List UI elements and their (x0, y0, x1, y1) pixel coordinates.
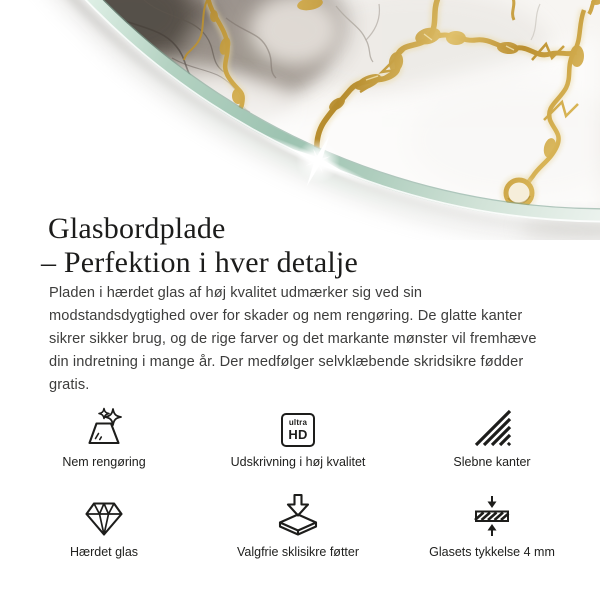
icon-box (281, 403, 315, 447)
icon-box (82, 403, 126, 447)
page-title (41, 212, 358, 280)
feature-tempered-glass (70, 493, 138, 559)
feature-label: Slebne kanter (453, 455, 531, 469)
polished-edges-icon (472, 407, 512, 447)
non-slip-feet-icon (274, 493, 322, 537)
icon-box (472, 403, 512, 447)
page-title-line1: Glasbordplade (48, 212, 226, 245)
feature-label: Valgfrie sklisikre føtter (236, 545, 359, 559)
ultra-hd-text-top: ultra (288, 418, 308, 427)
glass-tabletop-photo (0, 0, 600, 240)
feature-label: Nem rengøring (62, 455, 146, 469)
feature-label: Glasets tykkelse 4 mm (429, 545, 555, 559)
feature-grid (7, 403, 589, 559)
ultra-hd-icon (281, 413, 315, 447)
sparkle-clean-icon (82, 407, 126, 447)
product-description: Pladen i hærdet glas af høj kvalitet udmærker sig ved sin modstandsdygtighed over for skader og nem rengøring. De glatte kanter sikrer sikker brug, og de rige farver og det markante mønster vil fremhæve din indretning i mange år. Der medfølger selvklæbende skridsikre fødder gratis. (49, 285, 537, 393)
feature-print-quality (231, 403, 366, 469)
feature-label: Udskrivning i høj kvalitet (230, 455, 366, 469)
diamond-icon (84, 501, 124, 537)
ultra-hd-text-bottom: HD (288, 427, 308, 442)
feature-non-slip-feet (237, 493, 359, 559)
feature-polished-edges (453, 403, 530, 469)
icon-box (274, 493, 322, 537)
page-title-line2: – Perfektion i hver detalje (41, 246, 358, 279)
product-hero-image (0, 0, 600, 240)
feature-label: Hærdet glas (69, 545, 139, 559)
feature-easy-cleaning (62, 403, 145, 469)
icon-box (84, 493, 124, 537)
feature-glass-thickness (429, 493, 555, 559)
glass-thickness-icon (472, 495, 512, 537)
icon-box (472, 493, 512, 537)
